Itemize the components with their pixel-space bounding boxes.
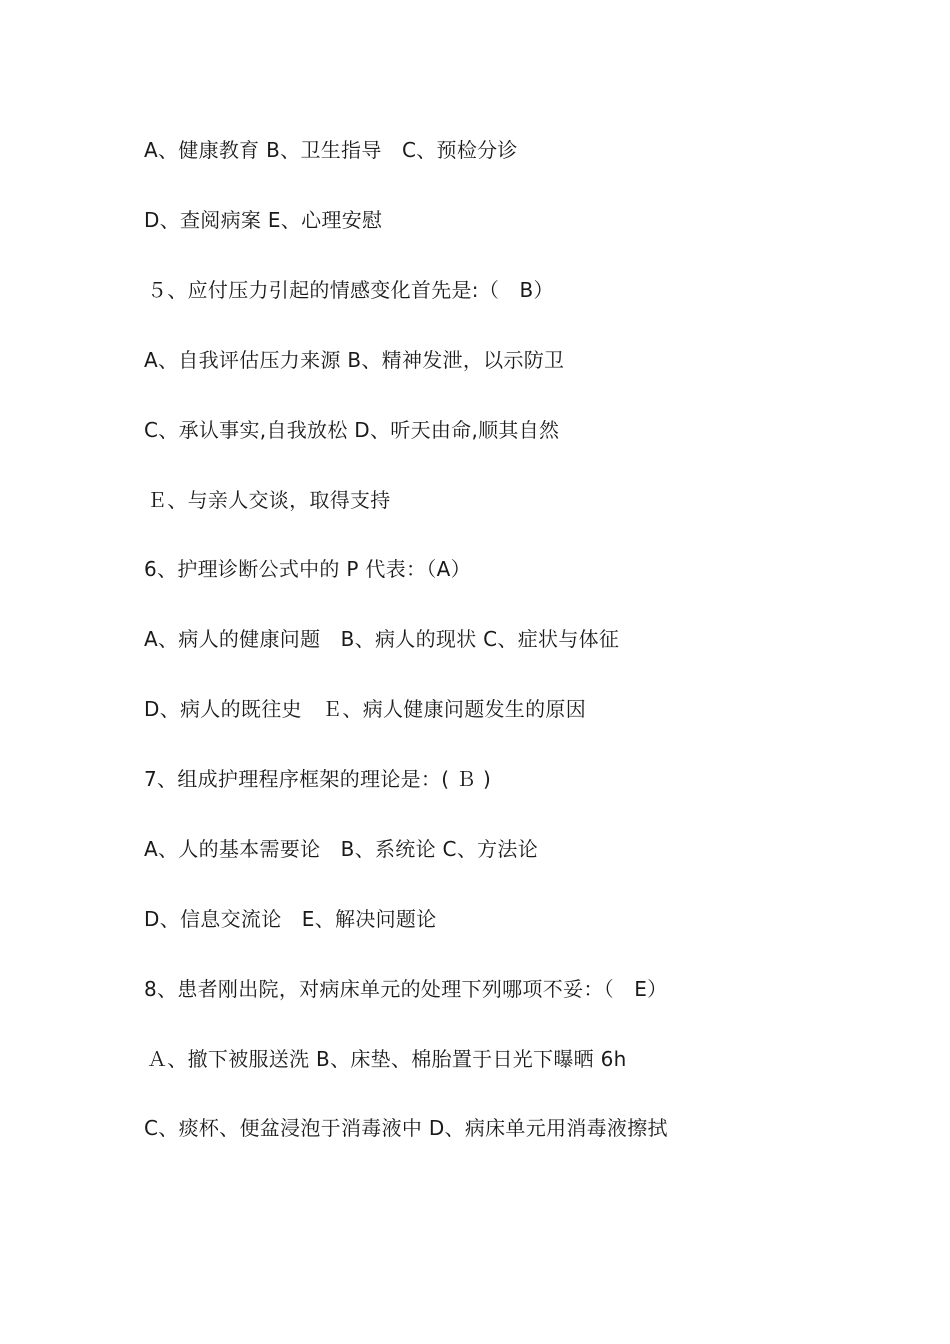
option-line: A、自我评估压力来源 B、精神发泄，以示防卫 [144,348,565,372]
option-line: D、查阅病案 E、心理安慰 [144,208,383,232]
option-line: C、承认事实,自我放松 D、听天由命,顺其自然 [144,418,560,442]
option-line: Ｅ、与亲人交谈，取得支持 [147,488,391,512]
option-line: A、健康教育 B、卫生指导 C、预检分诊 [144,138,518,162]
option-line: A、人的基本需要论 B、系统论 C、方法论 [144,837,539,861]
option-line: A、病人的健康问题 B、病人的现状 C、症状与体征 [144,627,620,651]
question-line: 7、组成护理程序框架的理论是：( Ｂ ) [144,767,492,791]
question-line: ５、应付压力引起的情感变化首先是:（ B） [147,278,554,302]
option-line: D、信息交流论 E、解决问题论 [144,907,437,931]
option-line: Ａ、撤下被服送洗 B、床垫、棉胎置于日光下曝晒 6h [147,1047,627,1071]
question-line: 8、患者刚出院，对病床单元的处理下列哪项不妥：（ E） [144,977,668,1001]
question-line: 6、护理诊断公式中的 P 代表：（A） [144,557,471,581]
option-line: C、痰杯、便盆浸泡于消毒液中 D、病床单元用消毒液擦拭 [144,1116,668,1140]
option-line: D、病人的既往史 Ｅ、病人健康问题发生的原因 [144,697,586,721]
